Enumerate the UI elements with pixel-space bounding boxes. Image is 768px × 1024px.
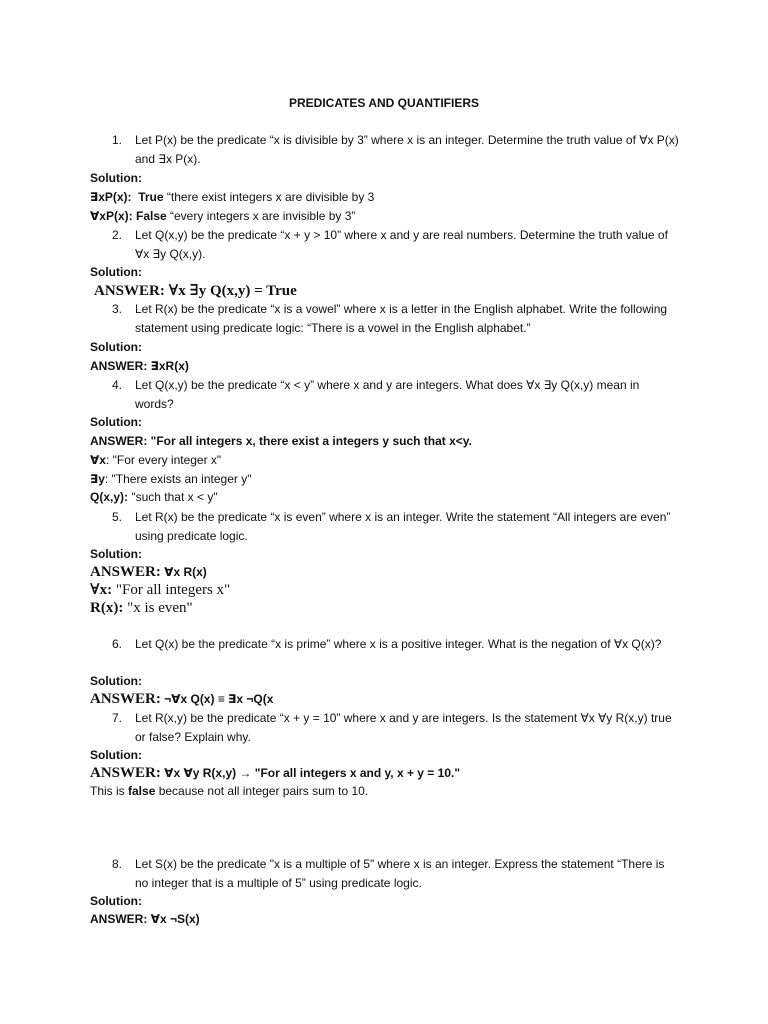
answer-expression: ∀x ∀y R(x,y) → "For all integers x and y, x + y = 10." — [160, 766, 461, 780]
answer-line — [90, 451, 221, 469]
question-text: Let Q(x) be the predicate “x is prime” where x is a positive integer. What is the negation of ∀x Q(x)? — [135, 637, 662, 651]
answer-line — [90, 488, 218, 506]
answer-text: "For all integers x" — [112, 582, 231, 598]
answer-line — [90, 207, 355, 225]
answer-label: ANSWER: — [90, 564, 161, 580]
solution-label: Solution: — [90, 894, 142, 908]
answer-label: Q(x,y): — [90, 490, 129, 504]
question-number: 7. — [112, 711, 123, 725]
solution-label: Solution: — [90, 340, 142, 354]
answer-text: “there exist integers x are divisible by 3 — [166, 190, 375, 204]
question-number: 8. — [112, 857, 123, 871]
question-text: Let R(x) be the predicate “x is a vowel” where x is a letter in the English alphabet. Write the following statement using predicate logic: “There is a vowel in the English alphabet.” — [135, 302, 668, 335]
solution-label: Solution: — [90, 748, 142, 762]
answer-line — [90, 764, 460, 782]
question-text: Let P(x) be the predicate “x is divisible by 3” where x is an integer. Determine the truth value of ∀x P(x) and ∃x P(x). — [135, 133, 679, 166]
answer-label: R(x): — [90, 600, 124, 616]
answer-label: ANSWER: — [90, 691, 161, 707]
answer-label: ∀xP(x): — [90, 209, 133, 223]
answer-line — [90, 470, 251, 488]
question-text: Let R(x,y) be the predicate “x + y = 10” where x and y are integers. Is the statement ∀x ∀y R(x,y) true or false? Explain why. — [135, 711, 672, 744]
answer-expression: ¬∀x Q(x) ≡ ∃x ¬Q(x — [160, 692, 274, 706]
question-number: 6. — [112, 637, 123, 651]
answer-line — [90, 690, 273, 708]
solution-label: Solution: — [90, 547, 142, 561]
answer-text: : "There exists an integer y" — [104, 472, 252, 486]
note-text: because not all integer pairs sum to 10. — [155, 784, 369, 798]
page-title: PREDICATES AND QUANTIFIERS — [288, 96, 479, 110]
solution-label: Solution: — [90, 265, 142, 279]
answer-value: True — [138, 190, 164, 204]
note-text: This is — [90, 784, 129, 798]
answer-text: "x is even" — [123, 600, 193, 616]
question-text: Let Q(x,y) be the predicate “x + y > 10” where x and y are real numbers. Determine the truth value of ∀x ∃y Q(x,y). — [135, 228, 668, 261]
answer-label: ∃xP(x): — [90, 190, 132, 204]
answer-text: : "For every integer x" — [105, 453, 222, 467]
solution-label: Solution: — [90, 415, 142, 429]
question-number: 3. — [112, 302, 123, 316]
answer-label: ANSWER: — [90, 765, 161, 781]
answer-line: ANSWER: ∀x ∃y Q(x,y) = True — [94, 283, 297, 299]
answer-label: ∃y — [90, 472, 105, 486]
answer-line — [90, 581, 230, 599]
question-number: 4. — [112, 378, 123, 392]
answer-line — [90, 563, 207, 581]
answer-expression: ∀x R(x) — [160, 565, 207, 579]
answer-label: ∀x — [90, 453, 106, 467]
answer-line: ANSWER: ∃xR(x) — [90, 359, 189, 373]
answer-line — [90, 188, 374, 206]
answer-line: ANSWER: "For all integers x, there exist a integers y such that x<y. — [90, 434, 472, 448]
answer-line — [90, 599, 193, 617]
answer-text: “every integers x are invisible by 3” — [170, 209, 356, 223]
answer-text: "such that x < y" — [128, 490, 218, 504]
answer-label: ∀x: — [90, 582, 113, 598]
question-text: Let Q(x,y) be the predicate “x < y” where x and y are integers. What does ∀x ∃y Q(x,y) mean in words? — [135, 378, 640, 411]
solution-label: Solution: — [90, 674, 142, 688]
answer-note — [90, 782, 368, 800]
question-text: Let S(x) be the predicate "x is a multiple of 5" where x is an integer. Express the statement “There is no integer that is a multiple of 5” using predicate logic. — [135, 857, 665, 890]
note-emphasis: false — [128, 784, 156, 798]
question-text: Let R(x) be the predicate “x is even” where x is an integer. Write the statement “All integers are even” using predicate logic. — [135, 510, 671, 543]
question-number: 2. — [112, 228, 123, 242]
answer-line: ANSWER: ∀x ¬S(x) — [90, 912, 200, 926]
solution-label: Solution: — [90, 171, 142, 185]
question-number: 1. — [112, 133, 123, 147]
answer-value: False — [135, 209, 167, 223]
question-number: 5. — [112, 510, 123, 524]
